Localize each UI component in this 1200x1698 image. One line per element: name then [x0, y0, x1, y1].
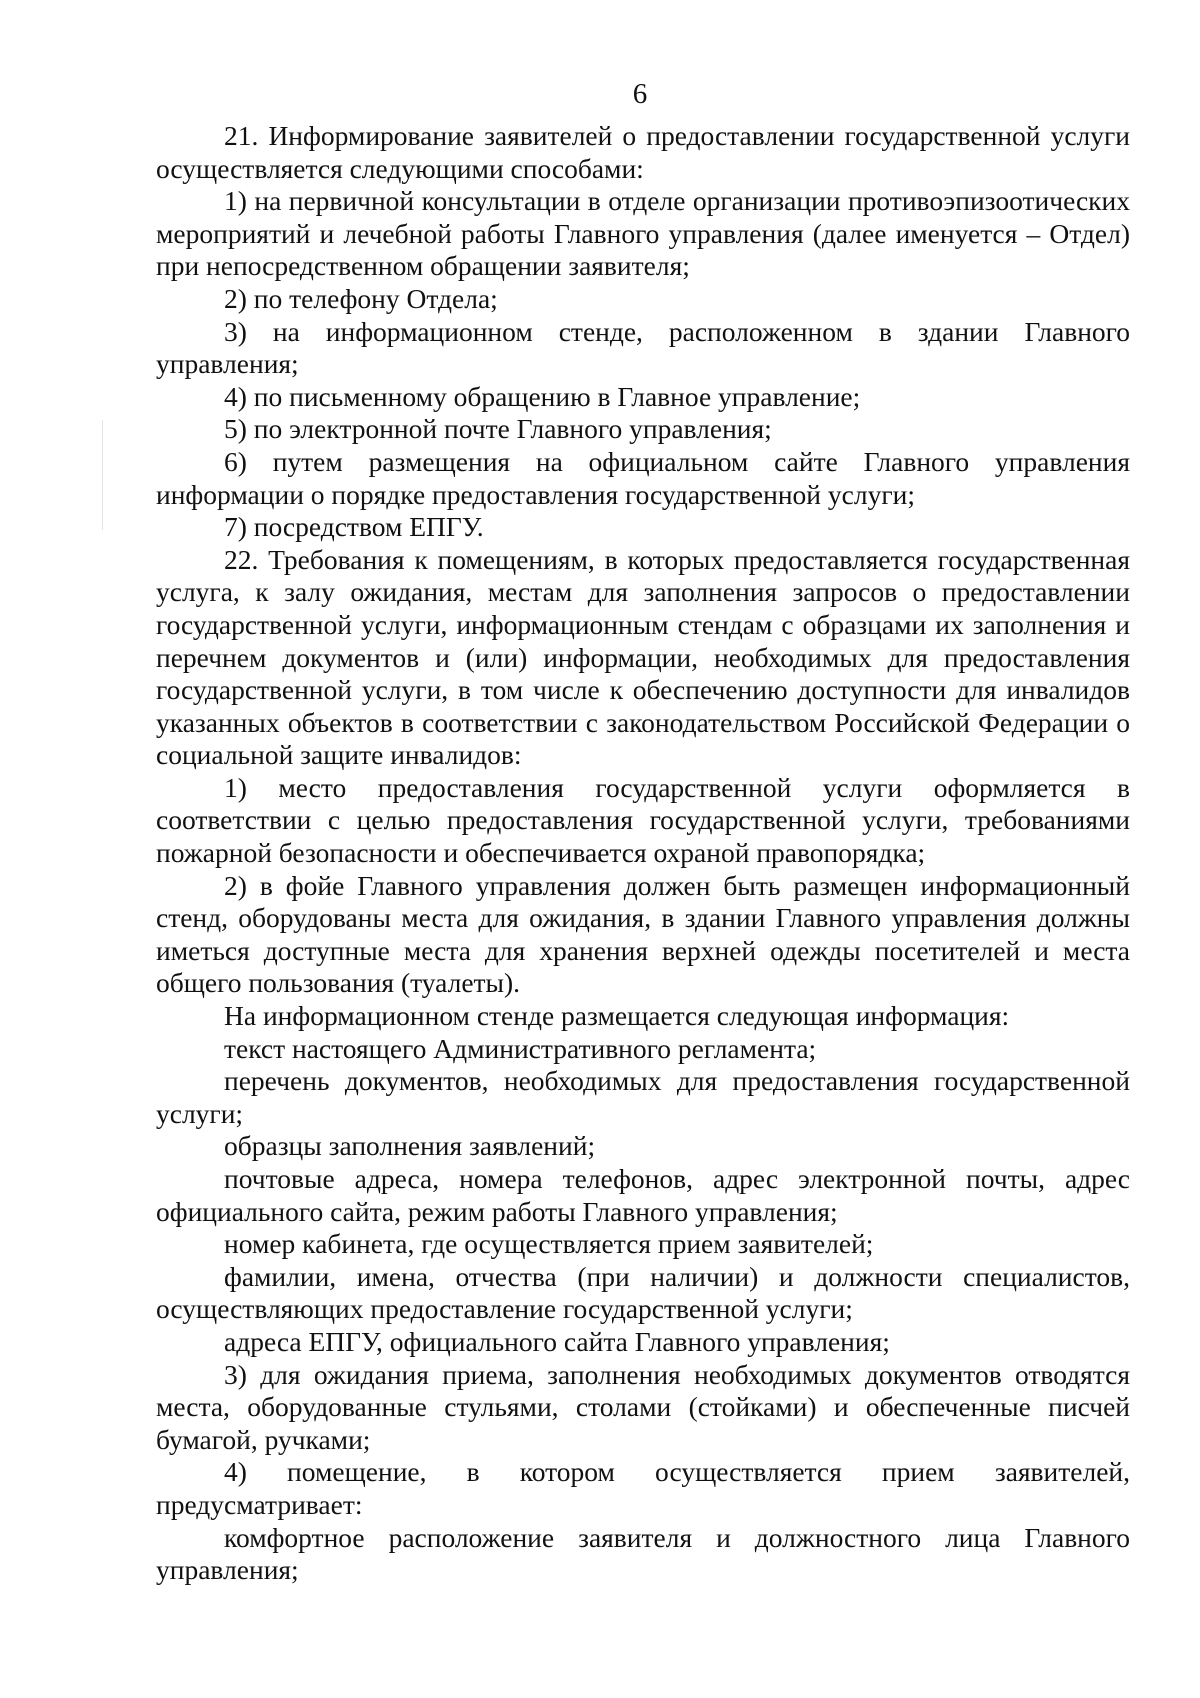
list-item-21-7: 7) посредством ЕПГУ. — [224, 511, 484, 543]
page-number: 6 — [632, 78, 648, 110]
stand-info-item: номер кабинета, где осуществляется прием заявителей; — [224, 1228, 874, 1260]
stand-info-item: почтовые адреса, номера телефонов, адрес электронной почты, адрес официального сайта, режим работы Главного управления; — [156, 1163, 1130, 1227]
list-item-21-5: 5) по электронной почте Главного управления; — [224, 413, 772, 445]
stand-info-item: фамилии, имена, отчества (при наличии) и должности специалистов, осуществляющих предоставление государственной услуги; — [156, 1260, 1130, 1325]
scan-margin-mark — [102, 420, 103, 530]
list-item-22-3: 3) для ожидания приема, заполнения необходимых документов отводятся места, оборудованные стульями, столами (стойками) и обеспеченные писчей бумагой, ручками; — [156, 1358, 1130, 1455]
stand-info-item: адреса ЕПГУ, официального сайта Главного управления; — [224, 1325, 890, 1357]
list-item-21-6: 6) путем размещения на официальном сайте Главного управления информации о порядке предоставления государственной услуги; — [156, 445, 1130, 510]
stand-info-item: перечень документов, необходимых для предоставления государственной услуги; — [156, 1065, 1130, 1129]
list-item-21-4: 4) по письменному обращению в Главное управление; — [224, 380, 861, 412]
list-item-21-1: 1) на первичной консультации в отделе организации противоэпизоотических мероприятий и лечебной работы Главного управления (далее именуется – Отдел) при непосредственном обращении заявителя; — [156, 185, 1130, 282]
room-requirement-item: комфортное расположение заявителя и должностного лица Главного управления; — [156, 1521, 1130, 1586]
list-item-22-4: 4) помещение, в котором осуществляется прием заявителей, предусматривает: — [156, 1456, 1130, 1520]
paragraph-21-intro: 21. Информирование заявителей о предоставлении государственной услуги осуществляется следующими способами: — [156, 120, 1130, 184]
list-item-22-1: 1) место предоставления государственной услуги оформляется в соответствии с целью предоставления государственной услуги, требованиями пожарной безопасности и обеспечивается охраной правопорядка; — [156, 771, 1130, 869]
stand-info-item: текст настоящего Административного регламента; — [224, 1032, 817, 1064]
stand-info-intro: На информационном стенде размещается следующая информация: — [224, 1000, 1010, 1032]
paragraph-22-intro: 22. Требования к помещениям, в которых предоставляется государственная услуга, к залу ожидания, местам для заполнения запросов о предоставлении государственной услуги, информационным стендам с образцами их заполнения и перечнем документов и (или) информации, необходимых для предоставления государственной услуги, в том числе к обеспечению доступности для инвалидов указанных объектов в соответствии с законодательством Российской Федерации о социальной защите инвалидов: — [156, 543, 1130, 771]
list-item-21-3: 3) на информационном стенде, расположенном в здании Главного управления; — [156, 315, 1130, 380]
document-body — [156, 120, 1130, 1587]
list-item-22-2: 2) в фойе Главного управления должен быть размещен информационный стенд, оборудованы места для ожидания, в здании Главного управления должны иметься доступные места для хранения верхней одежды посетителей и места общего пользования (туалеты). — [156, 869, 1130, 999]
list-item-21-2: 2) по телефону Отдела; — [224, 282, 498, 314]
stand-info-item: образцы заполнения заявлений; — [224, 1130, 596, 1162]
